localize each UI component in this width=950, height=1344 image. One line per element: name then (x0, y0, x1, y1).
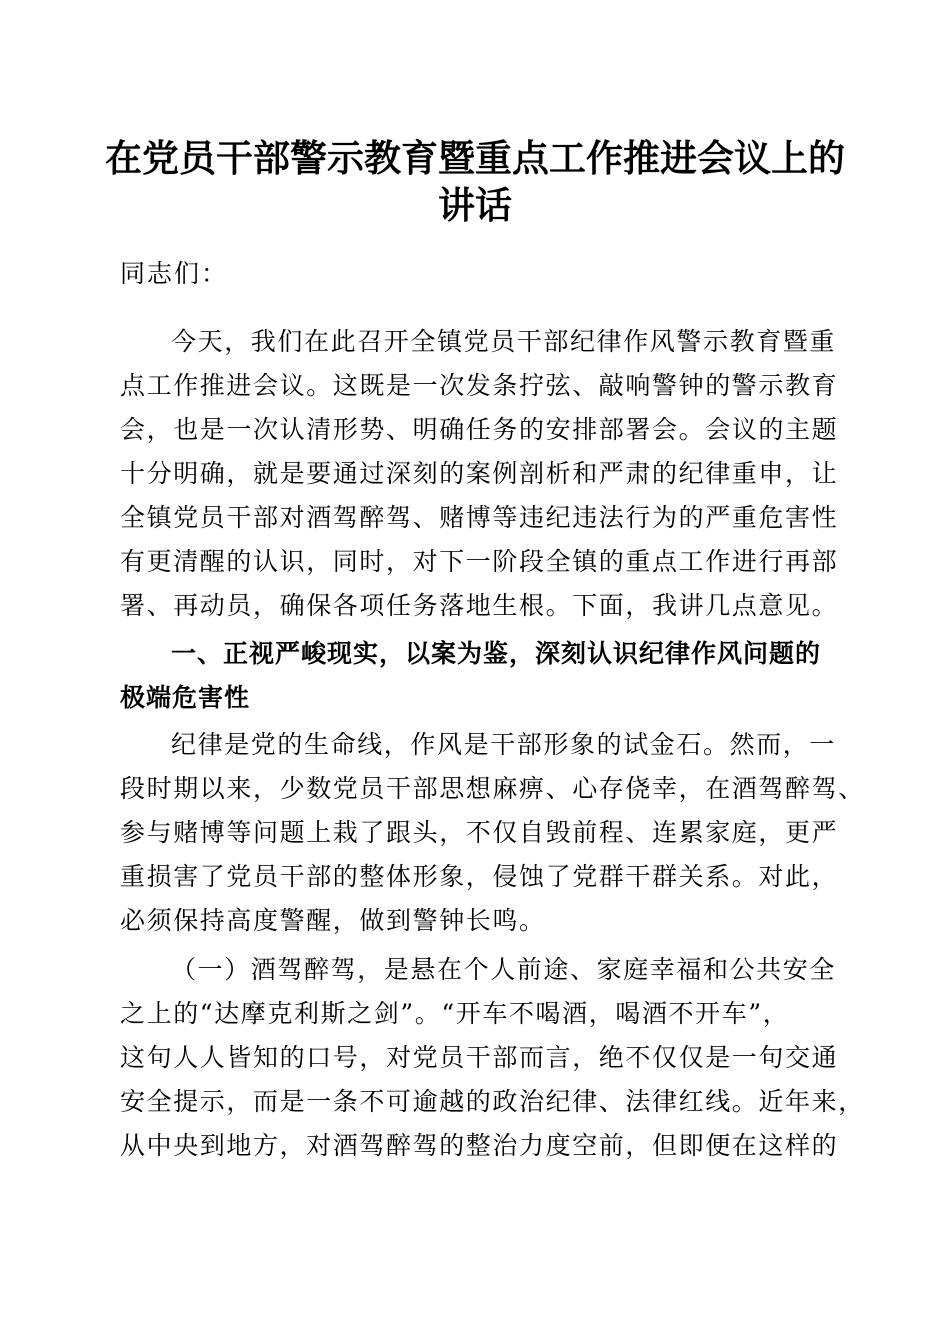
paragraph-line: 署、再动员，确保各项任务落地生根。下面，我讲几点意见。 (120, 591, 839, 620)
document-title-line-1: 在党员干部警示教育暨重点工作推进会议上的 (105, 136, 845, 180)
paragraph-line: 十分明确，就是要通过深刻的案例剖析和严肃的纪律重申，让 (120, 459, 839, 488)
paragraph-line: 今天，我们在此召开全镇党员干部纪律作风警示教育暨重 (171, 327, 837, 356)
paragraph-line: 之上的“达摩克利斯之剑”。“开车不喝酒，喝酒不开车”， (120, 999, 790, 1028)
paragraph-line: 纪律是党的生命线，作风是干部形象的试金石。然而，一 (171, 730, 837, 759)
paragraph-line: 从中央到地方，对酒驾醉驾的整治力度空前，但即便在这样的 (120, 1131, 839, 1160)
heading-line: 一、正视严峻现实，以案为鉴，深刻认识纪律作风问题的 (171, 639, 822, 668)
greeting: 同志们： (120, 259, 229, 288)
paragraph-line: 有更清醒的认识，同时，对下一阶段全镇的重点工作进行再部 (120, 547, 839, 576)
paragraph-line: 全镇党员干部对酒驾醉驾、赌博等违纪违法行为的严重危害性 (120, 503, 839, 532)
document-title-line-2: 讲话 (438, 183, 512, 227)
paragraph-line: （一）酒驾醉驾，是悬在个人前途、家庭幸福和公共安全 (171, 955, 837, 984)
paragraph-line: 段时期以来，少数党员干部思想麻痹、心存侥幸，在酒驾醉驾、 (120, 774, 865, 803)
paragraph-line: 参与赌博等问题上栽了跟头，不仅自毁前程、连累家庭，更严 (120, 818, 839, 847)
heading-line: 极端危害性 (120, 683, 251, 712)
paragraph-line: 安全提示，而是一条不可逾越的政治纪律、法律红线。近年来， (120, 1087, 865, 1116)
paragraph-line: 这句人人皆知的口号，对党员干部而言，绝不仅仅是一句交通 (120, 1043, 839, 1072)
paragraph-line: 重损害了党员干部的整体形象，侵蚀了党群干群关系。对此， (120, 862, 839, 891)
paragraph-line: 会，也是一次认清形势、明确任务的安排部署会。会议的主题 (120, 415, 839, 444)
paragraph-line: 必须保持高度警醒，做到警钟长鸣。 (120, 906, 546, 935)
paragraph-line: 点工作推进会议。这既是一次发条拧弦、敲响警钟的警示教育 (120, 371, 839, 400)
